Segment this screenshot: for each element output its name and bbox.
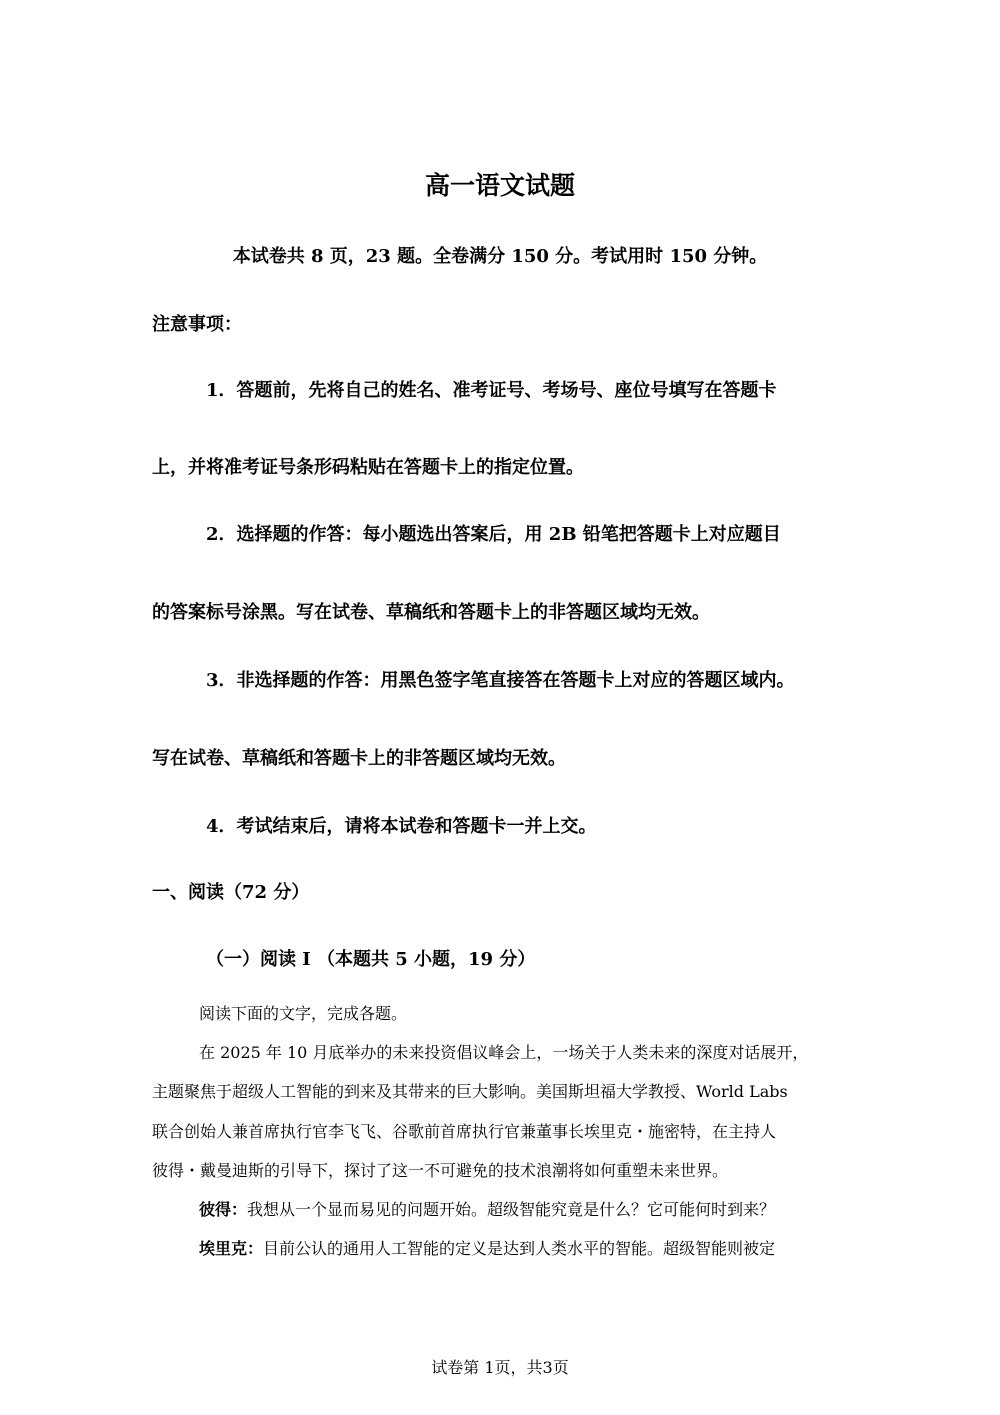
passage-line: 主题聚焦于超级人工智能的到来及其带来的巨大影响。美国斯坦福大学教授、World Labs [152, 1082, 788, 1101]
notice-2-line-2: 的答案标号涂黑。写在试卷、草稿纸和答题卡上的非答题区域均无效。 [152, 602, 710, 623]
exam-summary: 本试卷共 8 页，23 题。全卷满分 150 分。考试用时 150 分钟。 [232, 246, 768, 267]
notice-1-line-2: 上，并将准考证号条形码粘贴在答题卡上的指定位置。 [152, 457, 584, 478]
passage-line: 彼得・戴曼迪斯的引导下，探讨了这一不可避免的技术浪潮将如何重塑未来世界。 [152, 1161, 729, 1180]
notice-2-line-1: 2．选择题的作答：每小题选出答案后，用 2B 铅笔把答题卡上对应题目 [206, 524, 781, 545]
page-footer: 试卷第 1页，共3页 [431, 1358, 569, 1377]
notice-3-line-1: 3．非选择题的作答：用黑色签字笔直接答在答题卡上对应的答题区域内。 [206, 670, 795, 691]
notice-4-line-1: 4．考试结束后，请将本试卷和答题卡一并上交。 [206, 816, 597, 837]
passage-line: 在 2025 年 10 月底举办的未来投资倡议峰会上，一场关于人类未来的深度对话展开， [199, 1043, 809, 1062]
speech-text: 我想从一个显而易见的问题开始。超级智能究竟是什么？它可能何时到来？ [247, 1200, 776, 1219]
passage-intro: 阅读下面的文字，完成各题。 [199, 1004, 408, 1023]
dialogue-line [199, 1235, 775, 1263]
dialogue-line [199, 1196, 775, 1224]
speaker-name: 彼得： [199, 1200, 248, 1219]
notice-heading: 注意事项： [152, 314, 242, 335]
passage-line: 联合创始人兼首席执行官李飞飞、谷歌前首席执行官兼董事长埃里克・施密特，在主持人 [152, 1122, 777, 1141]
subsection-heading: （一）阅读 I （本题共 5 小题，19 分） [206, 949, 536, 970]
speaker-name: 埃里克： [199, 1239, 264, 1258]
notice-3-line-2: 写在试卷、草稿纸和答题卡上的非答题区域均无效。 [152, 748, 566, 769]
page-title: 高一语文试题 [424, 171, 575, 200]
notice-1-line-1: 1．答题前，先将自己的姓名、准考证号、考场号、座位号填写在答题卡 [206, 380, 777, 401]
section-heading: 一、阅读（72 分） [152, 882, 310, 903]
speech-text: 目前公认的通用人工智能的定义是达到人类水平的智能。超级智能则被定 [263, 1239, 776, 1258]
